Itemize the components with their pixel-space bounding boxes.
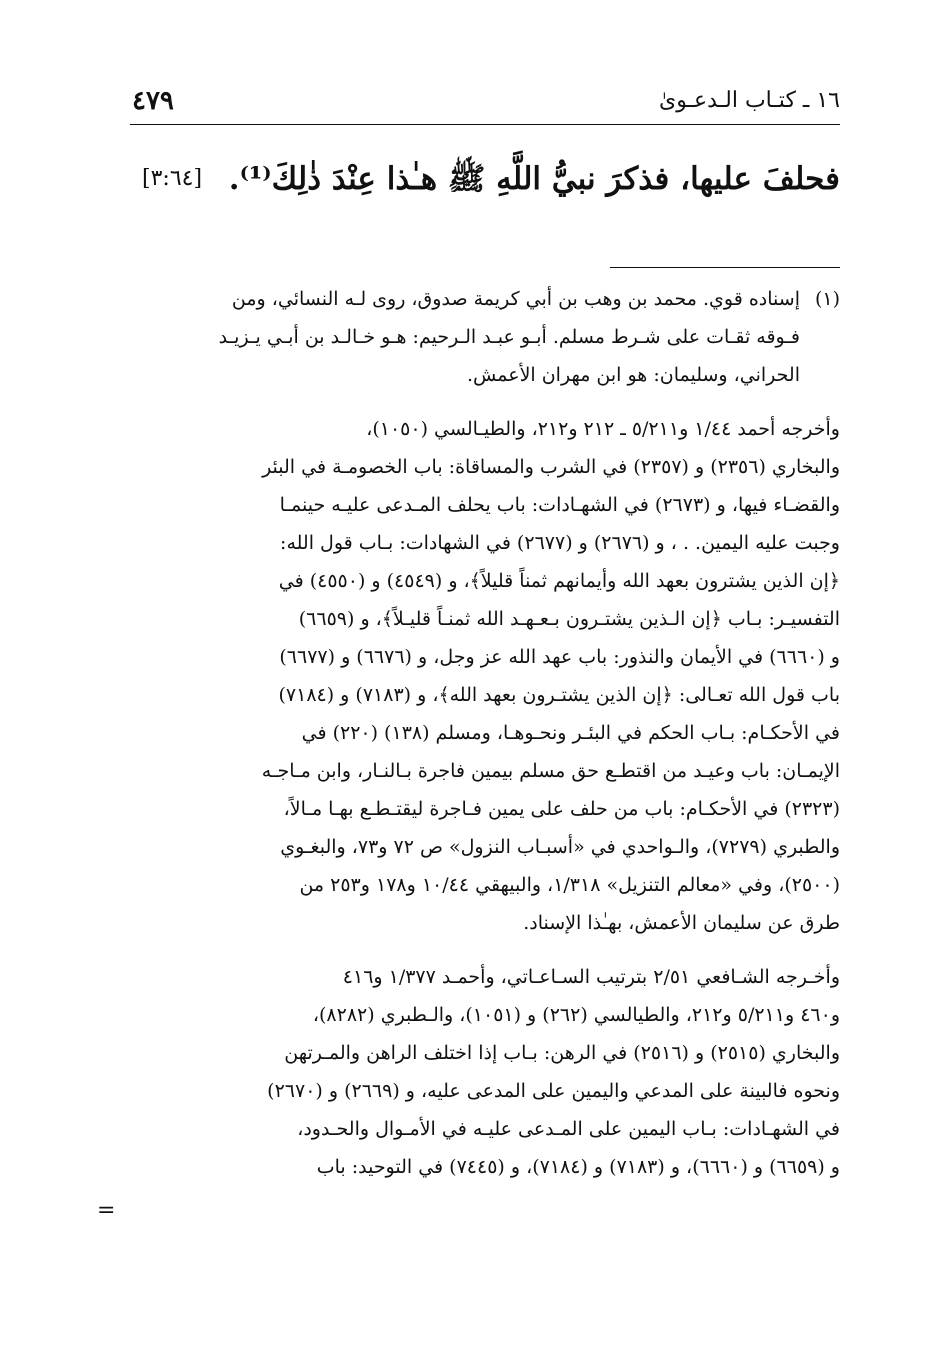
footnote-line: باب قول الله تعـالى: ﴿إن الذين يشتـرون بعهد الله﴾، و (٧١٨٣) و (٧١٨٤): [278, 684, 840, 706]
header-rule: [130, 124, 840, 125]
footnote-line: طرق عن سليمان الأعمش، بهـٰذا الإسناد.: [523, 912, 840, 934]
footnote-separator: [610, 267, 840, 268]
footnote-line: والبخاري (٢٥١٥) و (٢٥١٦) في الرهن: بـاب إذا اختلف الراهن والمـرتهن: [284, 1042, 840, 1064]
footnote-paragraph-3: [132, 958, 840, 1186]
footnote-line: وجبت عليه اليمين. . ، و (٢٦٧٦) و (٢٦٧٧) في الشهادات: بـاب قول الله:: [280, 532, 840, 554]
footnote-line: و (٦٦٥٩) و (٦٦٦٠)، و (٧١٨٣) و (٧١٨٤)، و (٧٤٤٥) في التوحيد: باب: [316, 1156, 840, 1178]
footnote-line: وأخرجه أحمد ١/٤٤ و٥/٢١١ ـ ٢١٢ و٢١٢، والطيـالسي (١٠٥٠)،: [366, 418, 840, 440]
footnote-line: في الشهـادات: بـاب اليمين على المـدعى عليـه في الأمـوال والحـدود،: [297, 1118, 840, 1140]
footnote-line: (٢٥٠٠)، وفي «معالم التنزيل» ١/٣١٨، والبيهقي ١٠/٤٤ و١٧٨ و٢٥٣ من: [299, 874, 840, 896]
footnote-line: (٢٣٢٣) في الأحكـام: باب من حلف على يمين فـاجرة ليقتـطـع بهـا مـالاً،: [283, 798, 840, 820]
footnote-line: والبخاري (٢٣٥٦) و (٢٣٥٧) في الشرب والمساقاة: باب الخصومـة في البئر: [262, 456, 840, 478]
footnote-line: و٤٦٠ و٥/٢١١ و٢١٢، والطيالسي (٢٦٢) و (١٠٥١)، والـطبري (٨٢٨٢)،: [312, 1004, 840, 1026]
footnote-line: الإيمـان: باب وعيـد من اقتطـع حق مسلم بيمين فاجرة بـالنـار، وابن مـاجـه: [261, 760, 840, 782]
footnote-marker: (١): [814, 288, 840, 310]
hadith-text: فحلفَ عليها، فذكرَ نبيُّ اللَّهِ ﷺ هـٰذا عِنْدَ ذٰلِكَ⁽¹⁾.: [228, 161, 840, 197]
continued-mark: =: [97, 1198, 116, 1223]
page-number: ٤٧٩: [132, 86, 174, 116]
footnote-paragraph-2: [132, 410, 840, 942]
footnote-line: التفسيـر: بـاب ﴿إن الـذين يشتـرون بـعـهـد الله ثمنـاً قليـلاً﴾، و (٦٦٥٩): [298, 608, 840, 630]
reference-tag: [٣:٦٤]: [142, 166, 203, 191]
footnote-line: الحراني، وسليمان: هو ابن مهران الأعمش.: [466, 364, 800, 386]
footnote-line: إسناده قوي. محمد بن وهب بن أبي كريمة صدوق، روى لـه النسائي، ومن: [231, 288, 800, 310]
footnotes: [132, 280, 840, 1202]
footnote-line: في الأحكـام: بـاب الحكم في البئـر ونحـوهـا، ومسلم (١٣٨) (٢٢٠) في: [301, 722, 840, 744]
chapter-title: ١٦ ـ كتـاب الـدعـوىٰ: [658, 88, 840, 113]
footnote-line: فـوقه ثقـات على شـرط مسلم. أبـو عبـد الـرحيم: هـو خـالـد بن أبـي يـزيـد: [218, 326, 800, 348]
running-header: [130, 86, 840, 122]
footnote-line: والقضـاء فيها، و (٢٦٧٣) في الشهـادات: باب يحلف المـدعى عليـه حينمـا: [279, 494, 840, 516]
footnote-line: ونحوه فالبينة على المدعي واليمين على المدعى عليه، و (٢٦٦٩) و (٢٦٧٠): [267, 1080, 840, 1102]
footnote-line: والطبري (٧٢٧٩)، والـواحدي في «أسبـاب النزول» ص ٧٢ و٧٣، والبغـوي: [280, 836, 840, 858]
main-text-block: [130, 160, 840, 210]
footnote-line: و (٦٦٦٠) في الأيمان والنذور: باب عهد الله عز وجل، و (٦٦٧٦) و (٦٦٧٧): [279, 646, 840, 668]
footnote-line: ﴿إن الذين يشترون بعهد الله وأيمانهم ثمناً قليلاً﴾، و (٤٥٤٩) و (٤٥٥٠) في: [278, 570, 840, 592]
footnote-line: وأخـرجه الشـافعي ٢/٥١ بترتيب السـاعـاتي، وأحمـد ١/٣٧٧ و٤١٦: [342, 966, 840, 988]
footnote-paragraph-1: [132, 280, 840, 394]
